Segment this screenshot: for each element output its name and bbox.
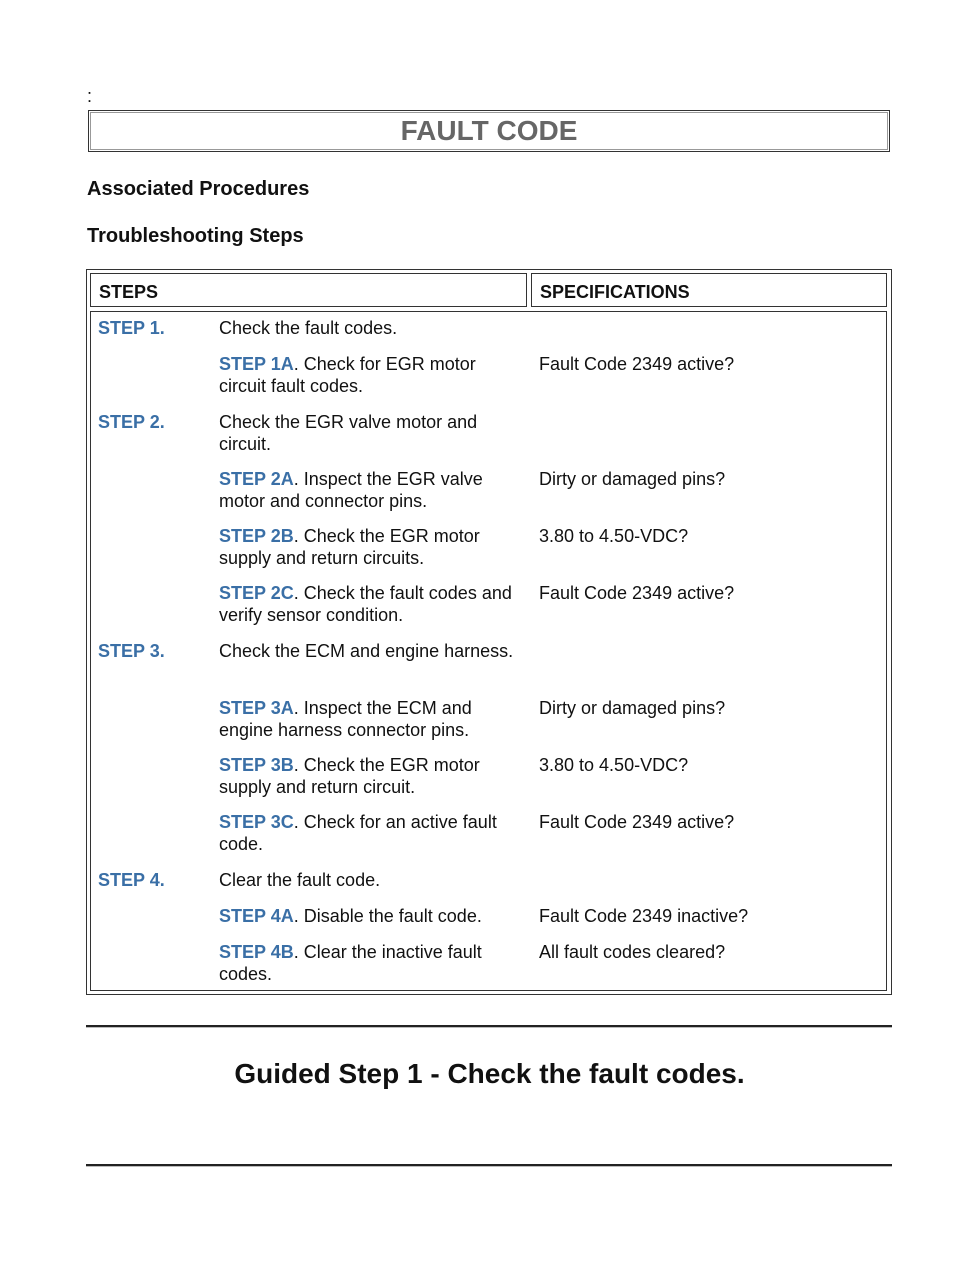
substep-link[interactable]: STEP 3C — [219, 812, 294, 832]
specification-text: 3.80 to 4.50-VDC? — [539, 526, 689, 546]
step-description — [219, 869, 524, 891]
step-link[interactable]: STEP 2. — [98, 412, 165, 432]
description-text: Check the fault codes. — [219, 318, 398, 338]
specification-text: Dirty or damaged pins? — [539, 469, 726, 489]
table-body — [90, 311, 887, 991]
description-text: Check the EGR valve motor and circuit. — [219, 412, 478, 454]
divider-bottom — [86, 1164, 892, 1167]
description-text: Check for EGR motor circuit fault codes. — [219, 354, 476, 396]
specification-text: Dirty or damaged pins? — [539, 698, 726, 718]
substep-link[interactable]: STEP 3A — [219, 698, 294, 718]
description-text: Check the EGR motor supply and return circuits. — [219, 526, 480, 568]
associated-procedures-heading: Associated Procedures — [87, 178, 310, 200]
description-text: Inspect the ECM and engine harness connector pins. — [219, 698, 472, 740]
substep-link[interactable]: STEP 4B — [219, 942, 294, 962]
specification-text: Fault Code 2349 active? — [539, 354, 735, 374]
substep-link[interactable]: STEP 4A — [219, 906, 294, 926]
specification-text: All fault codes cleared? — [539, 942, 726, 962]
substep-link[interactable]: STEP 2B — [219, 526, 294, 546]
troubleshooting-steps-heading: Troubleshooting Steps — [87, 225, 304, 247]
specifications-header-cell — [531, 273, 887, 307]
step-link[interactable]: STEP 4. — [98, 870, 165, 890]
steps-header-cell — [90, 273, 527, 307]
description-text: Clear the inactive fault codes. — [219, 942, 482, 984]
description-text: Check the EGR motor supply and return circuit. — [219, 755, 480, 797]
steps-header: STEPS — [99, 282, 159, 302]
description-text: Check the fault codes and verify sensor condition. — [219, 583, 512, 625]
step-description: STEP 3B. Check the EGR motor supply and return circuit. — [219, 755, 480, 797]
description-text: Inspect the EGR valve motor and connector pins. — [219, 469, 483, 511]
specification-text: 3.80 to 4.50-VDC? — [539, 755, 689, 775]
specification-text: Fault Code 2349 inactive? — [539, 906, 749, 926]
step-link[interactable]: STEP 3. — [98, 641, 165, 661]
step-description: STEP 2A. Inspect the EGR valve motor and connector pins. — [219, 469, 483, 511]
guided-step-heading: Guided Step 1 - Check the fault codes. — [234, 1058, 745, 1089]
step-description: STEP 1A. Check for EGR motor circuit fault codes. — [219, 354, 476, 396]
substep-link[interactable]: STEP 2A — [219, 469, 294, 489]
step-description: STEP 2C. Check the fault codes and verify sensor condition. — [219, 583, 512, 625]
step-description — [219, 411, 524, 455]
substep-link[interactable]: STEP 1A — [219, 354, 294, 374]
step-description — [219, 640, 524, 662]
step-description: STEP 4A. Disable the fault code. — [219, 906, 482, 926]
description-text: Disable the fault code. — [303, 906, 482, 926]
step-description: STEP 3A. Inspect the ECM and engine harness connector pins. — [219, 698, 472, 740]
step-link[interactable]: STEP 1. — [98, 318, 165, 338]
description-text: Check for an active fault code. — [219, 812, 497, 854]
fault-code-title-box — [88, 110, 890, 152]
specifications-header: SPECIFICATIONS — [540, 282, 690, 302]
divider-top — [86, 1025, 892, 1028]
step-description: STEP 2B. Check the EGR motor supply and return circuits. — [219, 526, 480, 568]
page-title: FAULT CODE — [400, 115, 578, 146]
description-text: Clear the fault code. — [219, 870, 381, 890]
specification-text: Fault Code 2349 active? — [539, 583, 735, 603]
step-description — [219, 317, 524, 339]
leading-colon: : — [87, 86, 93, 106]
step-description: STEP 4B. Clear the inactive fault codes. — [219, 942, 482, 984]
substep-link[interactable]: STEP 2C — [219, 583, 294, 603]
troubleshooting-table — [86, 269, 892, 995]
specification-text: Fault Code 2349 active? — [539, 812, 735, 832]
step-description: STEP 3C. Check for an active fault code. — [219, 812, 497, 854]
substep-link[interactable]: STEP 3B — [219, 755, 294, 775]
description-text: Check the ECM and engine harness. — [219, 641, 514, 661]
